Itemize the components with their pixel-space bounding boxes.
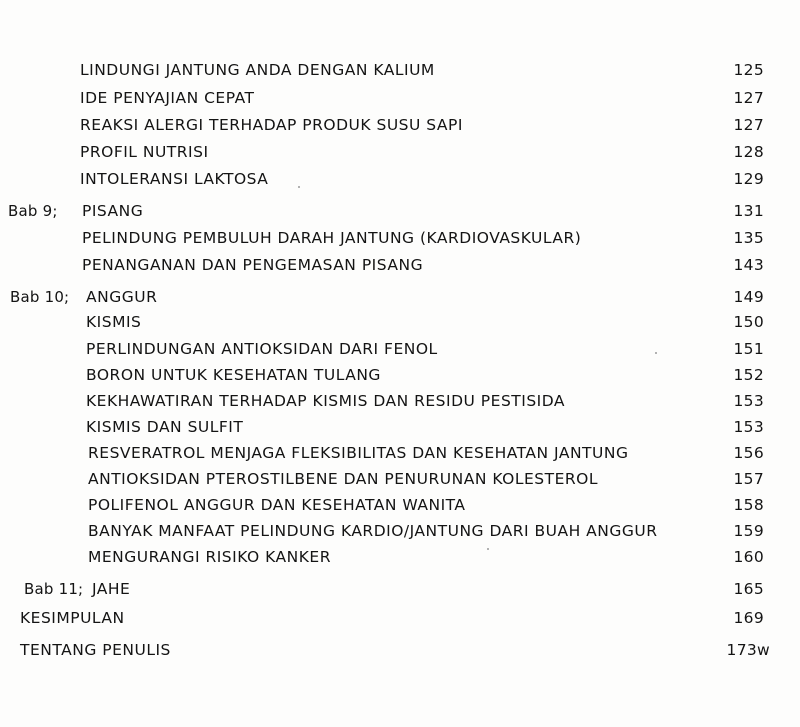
toc-chapter-label: Bab 9; [8,202,58,220]
toc-entry [0,253,800,277]
toc-entry-page: 128 [733,143,764,161]
toc-entry-title: ANGGUR [86,288,158,306]
toc-entry-title: LINDUNGI JANTUNG ANDA DENGAN KALIUM [80,61,435,79]
toc-entry-page: 159 [733,522,764,540]
toc-entry [0,140,800,164]
toc-entry-title: POLIFENOL ANGGUR DAN KESEHATAN WANITA [88,496,466,514]
toc-entry-title: MENGURANGI RISIKO KANKER [88,548,331,566]
toc-entry-page: 149 [733,288,764,306]
toc-entry-page: 125 [733,61,764,79]
toc-entry-page: 153 [733,392,764,410]
toc-entry-page: 135 [733,229,764,247]
scan-speck [487,548,489,550]
toc-entry-title: JAHE [92,580,131,598]
toc-entry-page: 127 [733,89,764,107]
toc-entry-page: 143 [733,256,764,274]
toc-entry-page: 151 [733,340,764,358]
toc-entry [0,606,800,630]
toc-entry-title: BORON UNTUK KESEHATAN TULANG [86,366,381,384]
toc-entry-page: 127 [733,116,764,134]
toc-entry-page: 173w [726,641,770,659]
toc-entry-title: PELINDUNG PEMBULUH DARAH JANTUNG (KARDIOVASKULAR) [82,229,582,247]
scan-speck [655,352,657,354]
toc-entry [0,519,800,543]
toc-entry-page: 152 [733,366,764,384]
toc-entry-title: KISMIS DAN SULFIT [86,418,244,436]
toc-entry-title: PROFIL NUTRISI [80,143,209,161]
toc-entry [0,113,800,137]
toc-entry-page: 165 [733,580,764,598]
toc-chapter-entry [0,577,800,601]
toc-entry-title: KESIMPULAN [20,609,125,627]
toc-chapter-entry [0,199,800,223]
toc-chapter-label: Bab 10; [10,288,70,306]
toc-entry [0,167,800,191]
toc-entry-title: ANTIOKSIDAN PTEROSTILBENE DAN PENURUNAN KOLESTEROL [88,470,598,488]
toc-entry [0,493,800,517]
toc-entry-page: 129 [733,170,764,188]
toc-entry-title: TENTANG PENULIS [20,641,171,659]
toc-entry-title: PERLINDUNGAN ANTIOKSIDAN DARI FENOL [86,340,438,358]
toc-entry [0,58,800,82]
toc-entry [0,337,800,361]
toc-entry-title: REAKSI ALERGI TERHADAP PRODUK SUSU SAPI [80,116,463,134]
toc-chapter-entry [0,285,800,309]
toc-entry-title: KISMIS [86,313,142,331]
toc-entry-page: 131 [733,202,764,220]
toc-entry-title: RESVERATROL MENJAGA FLEKSIBILITAS DAN KESEHATAN JANTUNG [88,444,629,462]
toc-entry-page: 150 [733,313,764,331]
toc-entry [0,389,800,413]
toc-entry-title: PISANG [82,202,144,220]
toc-entry [0,467,800,491]
toc-entry-title: BANYAK MANFAAT PELINDUNG KARDIO/JANTUNG DARI BUAH ANGGUR [88,522,658,540]
toc-entry-title: PENANGANAN DAN PENGEMASAN PISANG [82,256,424,274]
toc-entry [0,545,800,569]
toc-entry-title: INTOLERANSI LAKTOSA [80,170,269,188]
toc-entry [0,226,800,250]
toc-entry [0,638,800,662]
toc-entry [0,415,800,439]
toc-entry [0,363,800,387]
toc-chapter-label: Bab 11; [24,580,84,598]
toc-entry-page: 169 [733,609,764,627]
toc-entry [0,441,800,465]
toc-entry-page: 157 [733,470,764,488]
toc-entry-title: IDE PENYAJIAN CEPAT [80,89,255,107]
toc-entry-page: 158 [733,496,764,514]
toc-entry [0,310,800,334]
toc-entry-page: 156 [733,444,764,462]
toc-entry-page: 153 [733,418,764,436]
toc-entry [0,86,800,110]
scan-speck [298,186,300,188]
toc-entry-page: 160 [733,548,764,566]
toc-entry-title: KEKHAWATIRAN TERHADAP KISMIS DAN RESIDU PESTISIDA [86,392,565,410]
